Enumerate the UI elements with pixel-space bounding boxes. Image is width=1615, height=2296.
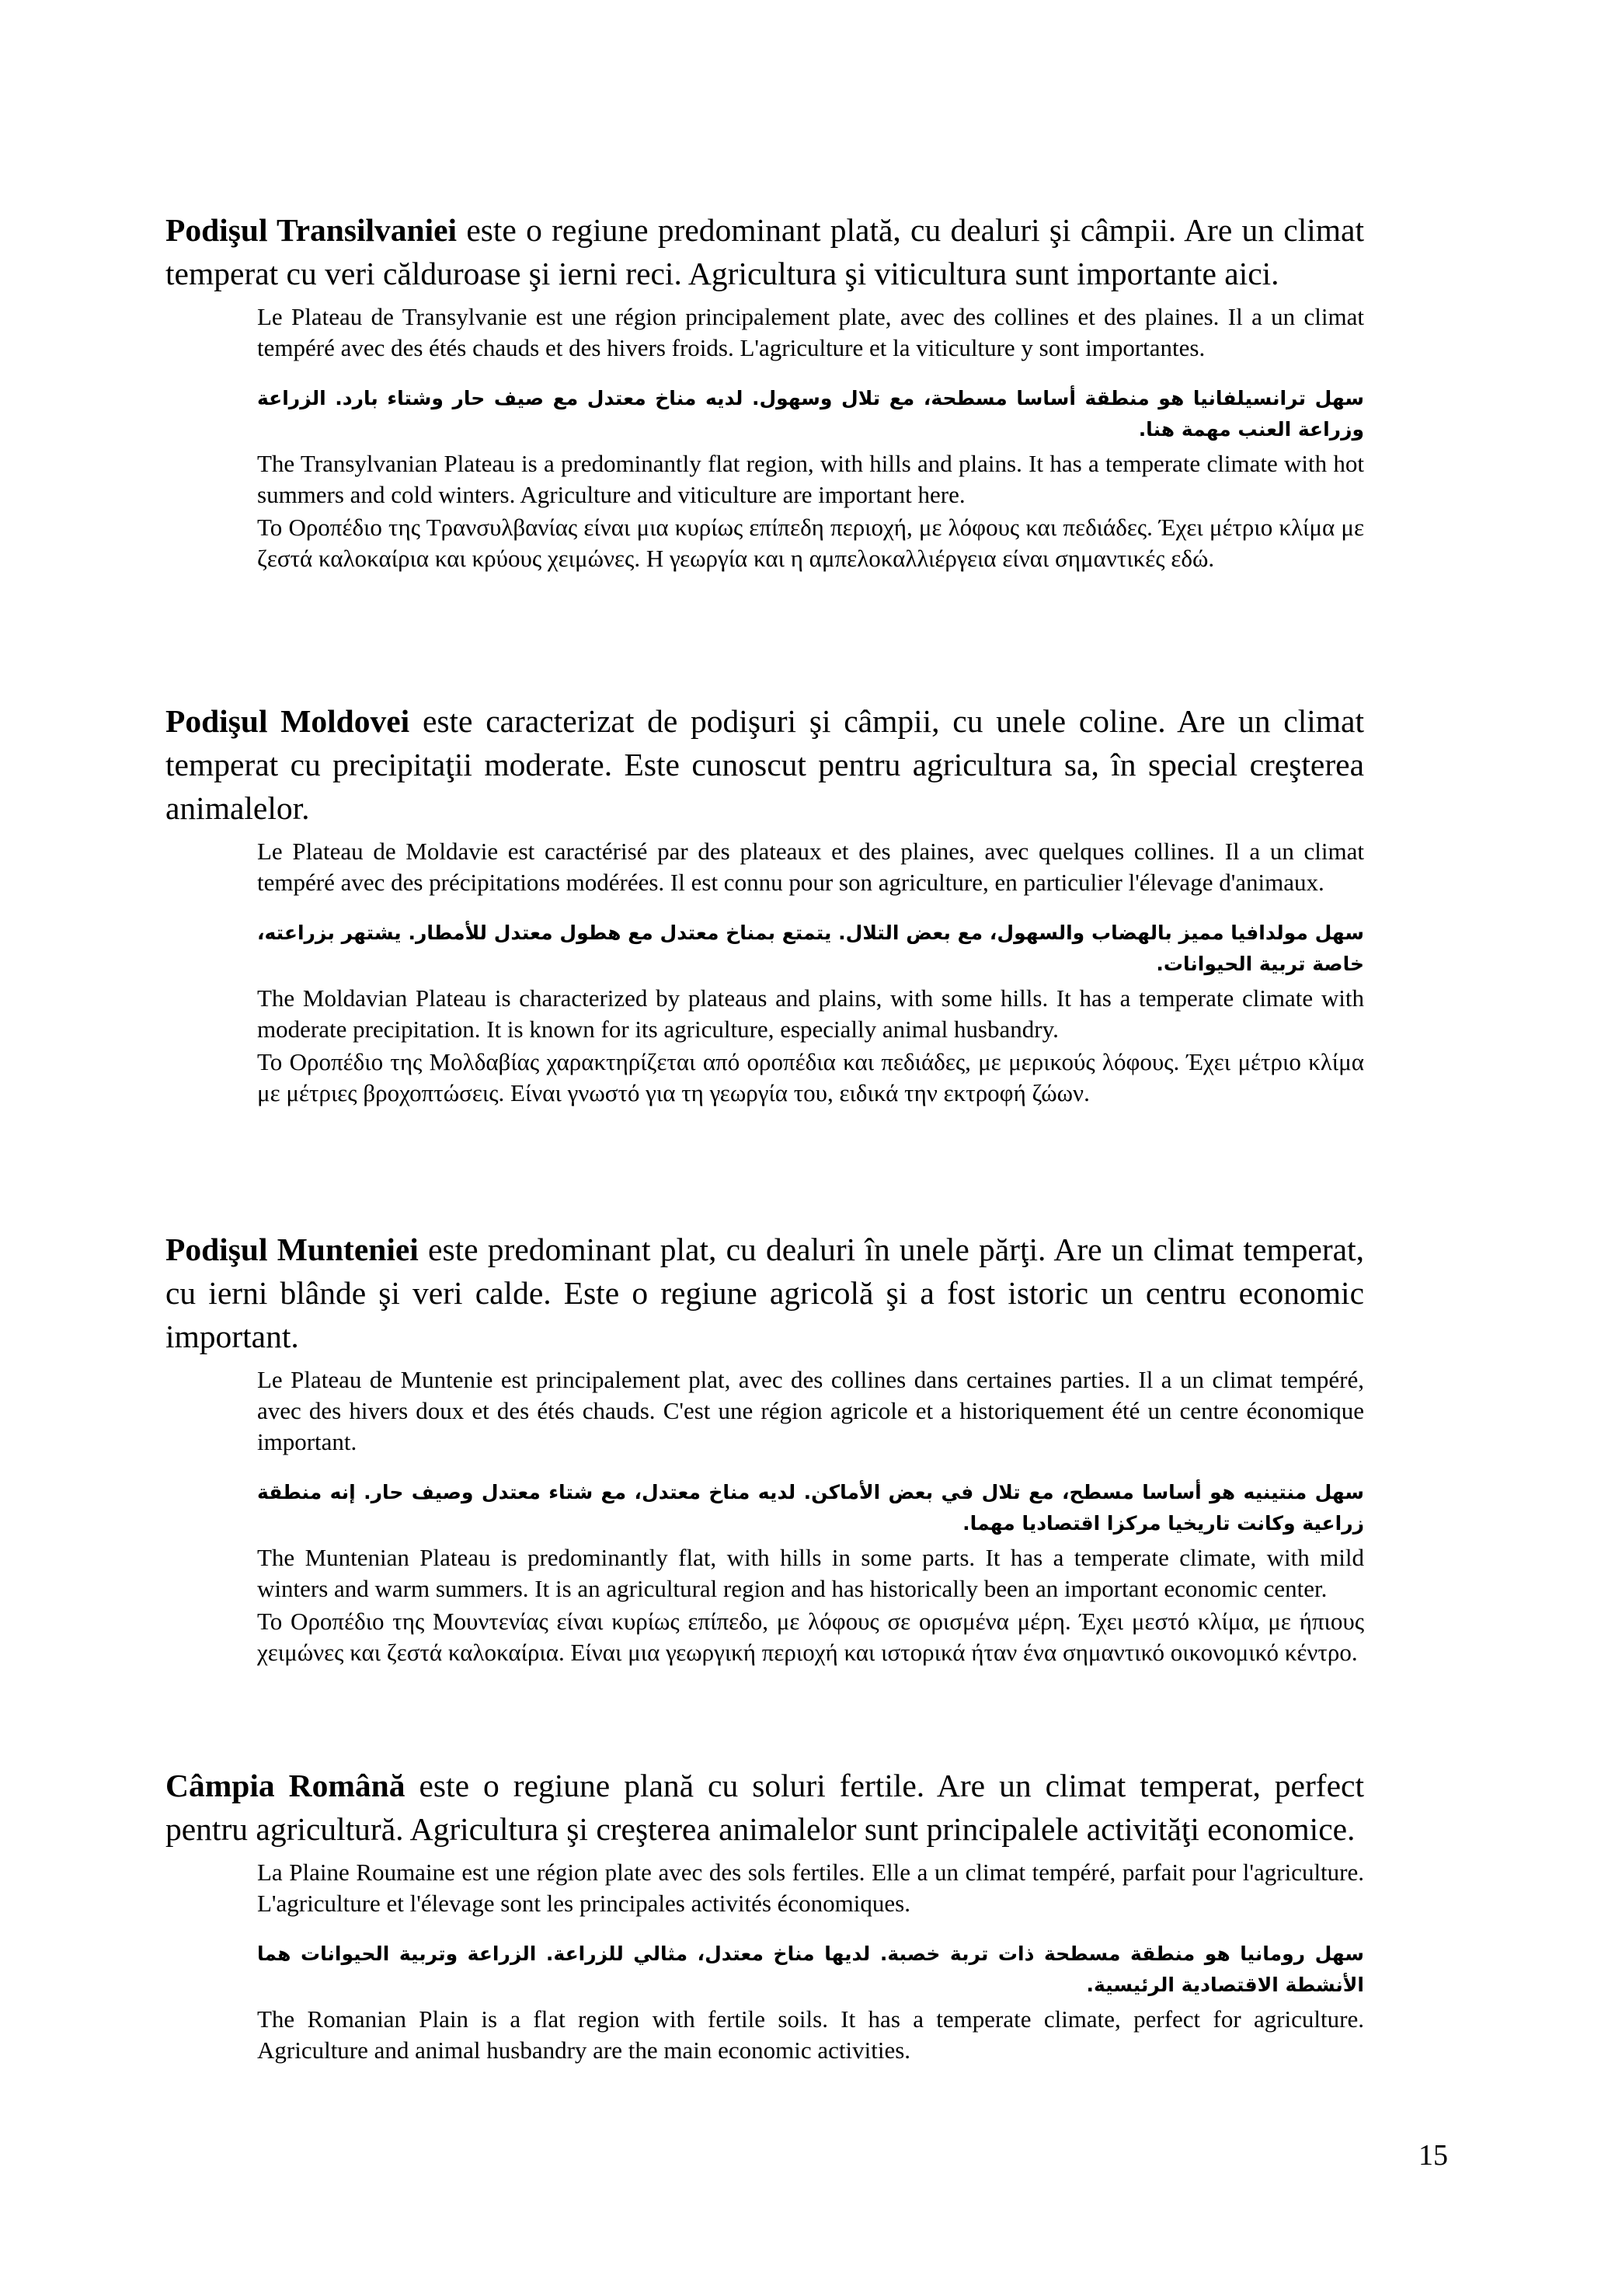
section-title: Podişul Munteniei xyxy=(165,1232,419,1267)
arabic-paragraph: سهل منتينيه هو أساسا مسطح، مع تلال في بعض الأماكن. لديه مناخ معتدل، مع شتاء معتدل وصيف حار. إنه منطقة زراعية وكانت تاريخيا مركزا اقتصاديا مهما. xyxy=(257,1481,1364,1535)
romanian-paragraph xyxy=(165,1228,1364,1358)
arabic-paragraph: سهل رومانيا هو منطقة مسطحة ذات تربة خصبة. لديها مناخ معتدل، مثالي للزراعة. الزراعة وتربية الحيوانات هما الأنشطة الاقتصادية الرئيسية. xyxy=(257,1942,1364,1996)
greek-paragraph: Το Οροπέδιο της Μουντενίας είναι κυρίως επίπεδο, με λόφους σε ορισμένα μέρη. Έχει μεστό κλίμα, με ήπιους χειμώνες και ζεστά καλοκαίρια. Είναι μια γεωργική περιοχή και ιστορικά ήταν ένα σημαντικό οικονομικό κέντρο. xyxy=(257,1608,1364,1666)
section-muntenia xyxy=(165,1228,1364,1670)
romanian-paragraph xyxy=(165,1764,1364,1851)
english-paragraph: The Moldavian Plateau is characterized by plateaus and plains, with some hills. It has a temperate climate with moderate precipitation. It is known for its agriculture, especially animal husbandry. xyxy=(257,984,1364,1043)
greek-paragraph: Το Οροπέδιο της Τρανσυλβανίας είναι μια κυρίως επίπεδη περιοχή, με λόφους και πεδιάδες. Έχει μέτριο κλίμα με ζεστά καλοκαίρια και κρύους χειμώνες. Η γεωργία και η αμπελοκαλλιέργεια είναι σημαντικές εδώ. xyxy=(257,514,1364,572)
section-campia-romana xyxy=(165,1764,1364,2068)
section-moldova xyxy=(165,699,1364,1110)
romanian-text: este predominant plat, cu dealuri în unele părţi. Are un climat temperat, cu ierni blânde şi veri calde. Este o regiune agricolă şi a fost istoric un centru economic important. xyxy=(165,1232,1364,1354)
english-paragraph: The Transylvanian Plateau is a predominantly flat region, with hills and plains. It has a temperate climate with hot summers and cold winters. Agriculture and viticulture are important here. xyxy=(257,450,1364,508)
romanian-paragraph xyxy=(165,208,1364,295)
romanian-text: este caracterizat de podişuri şi câmpii, cu unele coline. Are un climat temperat cu precipitaţii moderate. Este cunoscut pentru agricultura sa, în special creşterea animalelor. xyxy=(165,703,1364,826)
english-paragraph: The Muntenian Plateau is predominantly flat, with hills in some parts. It has a temperate climate, with mild winters and warm summers. It is an agricultural region and has historically been an important economic center. xyxy=(257,1544,1364,1602)
section-title: Podişul Transilvaniei xyxy=(165,212,458,248)
arabic-paragraph: سهل ترانسيلفانيا هو منطقة أساسا مسطحة، مع تلال وسهول. لديه مناخ معتدل مع صيف حار وشتاء بارد. الزراعة وزراعة العنب مهمة هنا. xyxy=(257,387,1364,441)
french-paragraph: Le Plateau de Moldavie est caractérisé par des plateaux et des plaines, avec quelques collines. Il a un climat tempéré avec des précipitations modérées. Il est connu pour son agriculture, en particulier l'élevage d'animaux. xyxy=(257,838,1364,896)
arabic-paragraph: سهل مولدافيا مميز بالهضاب والسهول، مع بعض التلال. يتمتع بمناخ معتدل مع هطول معتدل للأمطار. يشتهر بزراعته، خاصة تربية الحيوانات. xyxy=(257,922,1364,975)
romanian-text: este o regiune predominant plată, cu dealuri şi câmpii. Are un climat temperat cu veri călduroase şi ierni reci. Agricultura şi viticultura sunt importante aici. xyxy=(165,212,1364,291)
romanian-paragraph xyxy=(165,699,1364,830)
section-title: Podişul Moldovei xyxy=(165,703,410,739)
french-paragraph: La Plaine Roumaine est une région plate avec des sols fertiles. Elle a un climat tempéré, parfait pour l'agriculture. L'agriculture et l'élevage sont les principales activités économiques. xyxy=(257,1859,1364,1917)
romanian-text: este o regiune plană cu soluri fertile. Are un climat temperat, perfect pentru agricultură. Agricultura şi creşterea animalelor sunt principalele activităţi economice. xyxy=(165,1768,1364,1847)
french-paragraph: Le Plateau de Muntenie est principalement plat, avec des collines dans certaines parties. Il a un climat tempéré, avec des hivers doux et des étés chauds. C'est une région agricole et a historiquement été un centre économique important. xyxy=(257,1366,1364,1455)
greek-paragraph: Το Οροπέδιο της Μολδαβίας χαρακτηρίζεται από οροπέδια και πεδιάδες, με μερικούς λόφους. Έχει μέτριο κλίμα με μέτριες βροχοπτώσεις. Είναι γνωστό για τη γεωργία του, ειδικά την εκτροφή ζώων. xyxy=(257,1048,1364,1106)
section-title: Câmpia Română xyxy=(165,1768,405,1803)
section-transilvania xyxy=(165,208,1364,576)
page-number: 15 xyxy=(1418,2139,1448,2172)
french-paragraph: Le Plateau de Transylvanie est une région principalement plate, avec des collines et des plaines. Il a un climat tempéré avec des étés chauds et des hivers froids. L'agriculture et la viticulture y sont importantes. xyxy=(257,303,1364,361)
english-paragraph: The Romanian Plain is a flat region with fertile soils. It has a temperate climate, perfect for agriculture. Agriculture and animal husbandry are the main economic activities. xyxy=(257,2005,1364,2064)
